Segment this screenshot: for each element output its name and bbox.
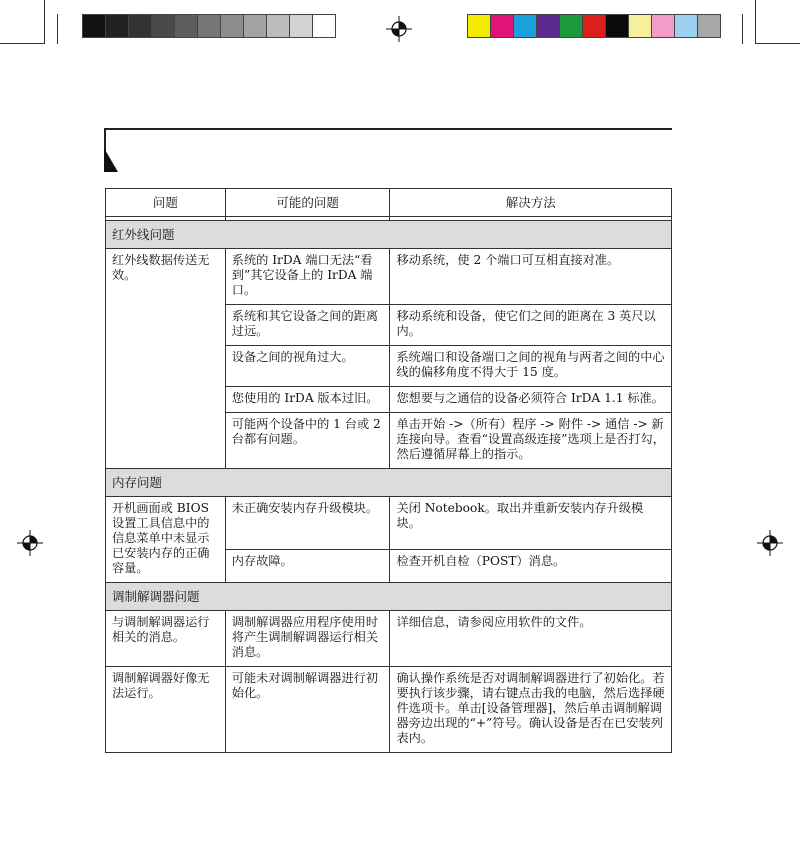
color-swatch (106, 15, 129, 37)
color-swatch (675, 15, 698, 37)
section-header-row (106, 469, 672, 497)
section-title: 调制解调器问题 (106, 583, 672, 611)
registration-mark-icon (17, 530, 43, 556)
solution-cell: 您想要与之通信的设备必须符合 IrDA 1.1 标准。 (390, 387, 672, 413)
solution-cell: 关闭 Notebook。取出并重新安装内存升级模块。 (390, 497, 672, 550)
crop-mark (755, 0, 756, 44)
solution-cell: 检查开机自检（POST）消息。 (390, 549, 672, 582)
problem-cell: 开机画面或 BIOS 设置工具信息中的信息菜单中未显示已安装内存的正确容量。 (106, 497, 226, 583)
color-swatch (560, 15, 583, 37)
table-row (106, 611, 672, 667)
header-rule (104, 128, 672, 130)
color-swatch (583, 15, 606, 37)
cause-cell: 系统的 IrDA 端口无法“看到”其它设备上的 IrDA 端口。 (225, 249, 390, 305)
table-row (106, 667, 672, 753)
column-header-problem: 问题 (106, 189, 226, 217)
column-header-solution: 解决方法 (390, 189, 672, 217)
color-swatch (175, 15, 198, 37)
color-swatch (290, 15, 313, 37)
crop-mark (0, 43, 44, 44)
problem-cell: 调制解调器好像无法运行。 (106, 667, 226, 753)
corner-marker (104, 148, 118, 172)
color-swatch (629, 15, 652, 37)
solution-cell: 详细信息，请参阅应用软件的文件。 (390, 611, 672, 667)
cause-cell: 调制解调器应用程序使用时将产生调制解调器运行相关消息。 (225, 611, 390, 667)
cause-cell: 可能两个设备中的 1 台或 2 台都有问题。 (225, 413, 390, 469)
solution-cell: 移动系统，使 2 个端口可互相直接对准。 (390, 249, 672, 305)
table-row (106, 497, 672, 550)
crop-mark (742, 14, 743, 44)
cause-cell: 可能未对调制解调器进行初始化。 (225, 667, 390, 753)
problem-cell: 红外线数据传送无效。 (106, 249, 226, 469)
cause-cell: 您使用的 IrDA 版本过旧。 (225, 387, 390, 413)
color-swatch (198, 15, 221, 37)
color-calibration-bar (467, 14, 721, 38)
crop-mark (44, 0, 45, 44)
color-swatch (221, 15, 244, 37)
color-swatch (537, 15, 560, 37)
registration-mark-icon (386, 16, 412, 42)
solution-cell: 单击开始 ->（所有）程序 -> 附件 -> 通信 -> 新连接向导。查看“设置高级连接”选项上是否打勾，然后遵循屏幕上的指示。 (390, 413, 672, 469)
color-swatch (652, 15, 675, 37)
section-header-row (106, 221, 672, 249)
color-swatch (468, 15, 491, 37)
table-header-row (106, 189, 672, 217)
color-swatch (129, 15, 152, 37)
table-row (106, 249, 672, 305)
registration-mark-icon (757, 530, 783, 556)
solution-cell: 移动系统和设备，使它们之间的距离在 3 英尺以内。 (390, 305, 672, 346)
crop-mark (57, 14, 58, 44)
color-swatch (244, 15, 267, 37)
section-title: 红外线问题 (106, 221, 672, 249)
solution-cell: 系统端口和设备端口之间的视角与两者之间的中心线的偏移角度不得大于 15 度。 (390, 346, 672, 387)
cause-cell: 系统和其它设备之间的距离过远。 (225, 305, 390, 346)
cause-cell: 设备之间的视角过大。 (225, 346, 390, 387)
cause-cell: 未正确安装内存升级模块。 (225, 497, 390, 550)
column-header-possible-cause: 可能的问题 (225, 189, 390, 217)
color-swatch (83, 15, 106, 37)
section-header-row (106, 583, 672, 611)
solution-cell: 确认操作系统是否对调制解调器进行了初始化。若要执行该步骤，请右键点击我的电脑，然后选择硬件选项卡。单击[设备管理器]，然后单击调制解调器旁边出现的“+”符号。确认设备是否在已安装列表内。 (390, 667, 672, 753)
color-swatch (267, 15, 290, 37)
color-swatch (514, 15, 537, 37)
cause-cell: 内存故障。 (225, 549, 390, 582)
color-swatch (152, 15, 175, 37)
crop-mark (756, 43, 800, 44)
color-swatch (698, 15, 720, 37)
troubleshooting-table (105, 188, 672, 753)
problem-cell: 与调制解调器运行相关的消息。 (106, 611, 226, 667)
color-swatch (491, 15, 514, 37)
grayscale-calibration-bar (82, 14, 336, 38)
color-swatch (313, 15, 335, 37)
section-title: 内存问题 (106, 469, 672, 497)
color-swatch (606, 15, 629, 37)
